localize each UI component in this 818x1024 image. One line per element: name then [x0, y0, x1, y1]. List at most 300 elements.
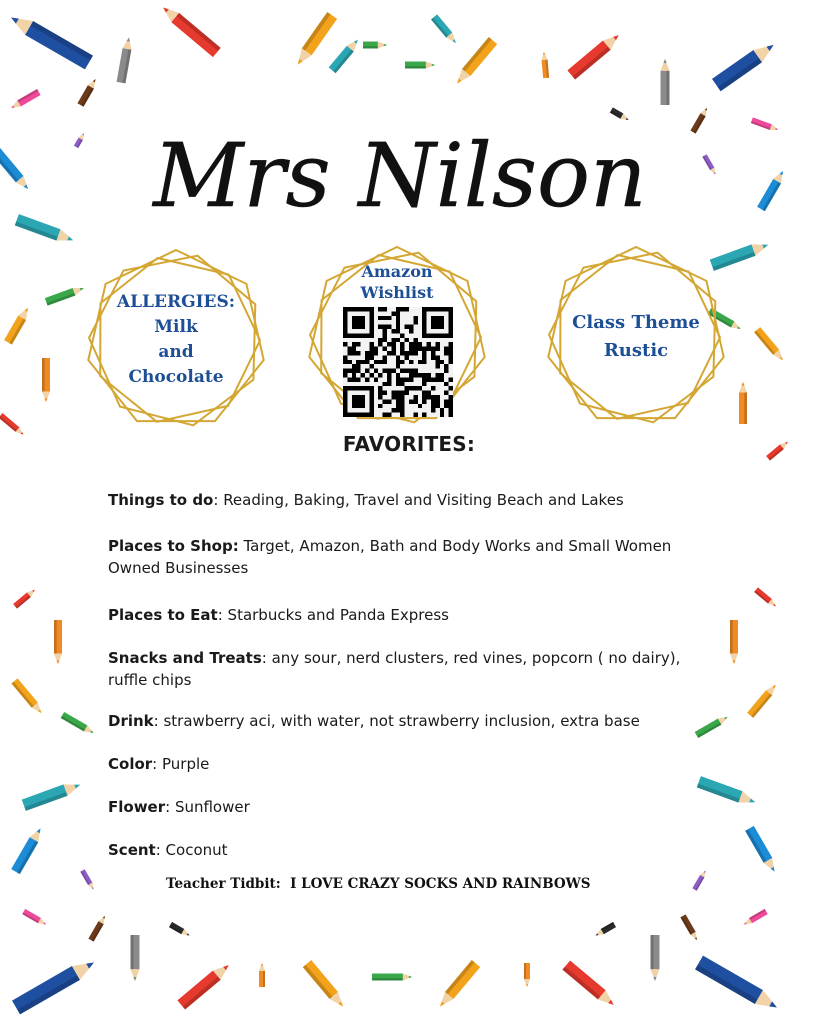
qr-module — [440, 413, 444, 417]
qr-module — [409, 360, 413, 364]
pencil — [22, 909, 48, 927]
tidbit-label: Teacher Tidbit: — [166, 876, 281, 892]
qr-module — [343, 369, 347, 373]
qr-module — [396, 377, 400, 381]
qr-module — [396, 338, 400, 342]
qr-module — [352, 364, 356, 368]
favorite-label: Places to Eat — [108, 606, 218, 624]
qr-module — [378, 386, 382, 390]
qr-module — [435, 399, 439, 403]
qr-module — [374, 377, 378, 381]
pencil — [363, 42, 387, 49]
qr-module — [378, 360, 382, 364]
qr-code-icon[interactable] — [343, 307, 453, 417]
qr-module — [378, 342, 382, 346]
pencil — [13, 587, 37, 608]
qr-module — [396, 307, 400, 311]
favorite-label: Drink — [108, 712, 154, 730]
qr-module — [356, 351, 360, 355]
qr-module — [449, 347, 453, 351]
qr-module — [431, 355, 435, 359]
qr-module — [405, 355, 409, 359]
qr-module — [431, 395, 435, 399]
qr-module — [409, 373, 413, 377]
pencil — [453, 37, 497, 87]
qr-module — [378, 316, 382, 320]
qr-module — [427, 377, 431, 381]
pencil — [42, 358, 50, 402]
qr-module — [396, 320, 400, 324]
favorite-value: Starbucks and Panda Express — [227, 606, 449, 624]
favorite-label: Snacks and Treats — [108, 649, 262, 667]
qr-module — [400, 399, 404, 403]
qr-module — [418, 342, 422, 346]
tidbit-value: I LOVE CRAZY SOCKS AND RAINBOWS — [290, 876, 591, 892]
favorites-heading: FAVORITES: — [342, 432, 476, 456]
qr-module — [352, 395, 365, 408]
qr-module — [387, 377, 391, 381]
pencil — [293, 12, 337, 68]
qr-module — [400, 413, 404, 417]
qr-module — [361, 373, 365, 377]
qr-module — [387, 342, 391, 346]
qr-module — [435, 342, 439, 346]
qr-module — [431, 408, 435, 412]
qr-module — [444, 391, 448, 395]
qr-module — [352, 377, 356, 381]
qr-module — [413, 413, 417, 417]
teacher-name-text: Mrs Nilson — [153, 124, 647, 227]
pencil — [7, 11, 93, 70]
pencil — [61, 712, 96, 736]
favorite-label: Color — [108, 755, 153, 773]
qr-module — [396, 391, 400, 395]
qr-module — [347, 347, 351, 351]
pencil — [9, 89, 40, 111]
qr-module — [383, 360, 387, 364]
pencil — [405, 62, 435, 69]
pencil — [88, 914, 107, 941]
qr-module — [400, 351, 404, 355]
qr-module — [422, 391, 426, 395]
qr-module — [365, 369, 369, 373]
qr-module — [347, 369, 351, 373]
qr-module — [431, 377, 435, 381]
qr-module — [405, 307, 409, 311]
wishlist-frame — [297, 237, 497, 437]
pencil — [12, 956, 98, 1015]
favorite-item: Snacks and Treats: any sour, nerd clusters, red vines, popcorn ( no dairy), ruffle chips — [108, 649, 681, 689]
qr-module — [400, 408, 404, 412]
qr-module — [449, 408, 453, 412]
pencil — [0, 148, 32, 193]
pencil — [259, 963, 265, 987]
qr-module — [391, 391, 395, 395]
qr-module — [444, 351, 448, 355]
pencil — [754, 587, 778, 608]
pencil — [692, 869, 707, 891]
pencil — [702, 154, 717, 176]
pencil — [524, 963, 530, 987]
favorite-item: Drink: strawberry aci, with water, not strawberry inclusion, extra base — [108, 712, 640, 730]
qr-module — [400, 404, 404, 408]
qr-module — [400, 382, 404, 386]
pencil — [169, 922, 191, 938]
qr-module — [396, 395, 400, 399]
favorite-item: Things to do: Reading, Baking, Travel and Visiting Beach and Lakes — [108, 491, 624, 509]
qr-module — [405, 325, 409, 329]
qr-module — [352, 373, 356, 377]
qr-module — [365, 360, 369, 364]
teacher-name-script-title — [153, 88, 647, 248]
qr-module — [378, 373, 382, 377]
qr-module — [409, 329, 413, 333]
qr-module — [396, 404, 400, 408]
pencil — [372, 974, 412, 981]
pencil — [117, 37, 134, 84]
qr-module — [400, 377, 404, 381]
qr-module — [413, 386, 417, 390]
qr-module — [396, 399, 400, 403]
qr-module — [347, 360, 351, 364]
qr-module — [383, 413, 387, 417]
qr-module — [413, 351, 417, 355]
pencil — [77, 77, 98, 106]
qr-module — [435, 364, 439, 368]
qr-module — [387, 413, 391, 417]
qr-module — [356, 377, 360, 381]
qr-module — [343, 355, 347, 359]
pencil — [651, 935, 660, 981]
allergies-line: Chocolate — [128, 367, 224, 387]
qr-module — [369, 355, 373, 359]
pencil — [742, 909, 768, 927]
favorite-item: Scent: Coconut — [108, 841, 228, 859]
qr-module — [405, 369, 409, 373]
qr-module — [387, 369, 391, 373]
qr-module — [347, 351, 351, 355]
qr-module — [391, 329, 395, 333]
qr-module — [409, 347, 413, 351]
qr-module — [413, 320, 417, 324]
qr-module — [405, 386, 409, 390]
qr-module — [396, 329, 400, 333]
qr-module — [444, 364, 448, 368]
qr-module — [405, 351, 409, 355]
qr-module — [440, 377, 444, 381]
qr-module — [383, 355, 387, 359]
qr-module — [422, 413, 426, 417]
qr-module — [405, 377, 409, 381]
qr-module — [356, 369, 360, 373]
qr-module — [391, 347, 395, 351]
qr-module — [369, 351, 373, 355]
wishlist-title-line: Amazon — [361, 262, 433, 281]
allergies-line: and — [158, 342, 194, 362]
favorite-label: Scent — [108, 841, 156, 859]
qr-module — [391, 408, 395, 412]
pencil — [562, 960, 617, 1009]
qr-module — [352, 342, 356, 346]
qr-module — [422, 377, 426, 381]
qr-module — [409, 369, 413, 373]
pencil — [690, 106, 709, 133]
qr-module — [396, 382, 400, 386]
qr-module — [400, 369, 404, 373]
qr-module — [396, 311, 400, 315]
class-theme-frame — [536, 237, 736, 437]
qr-module — [431, 316, 444, 329]
qr-module — [387, 399, 391, 403]
qr-module — [435, 395, 439, 399]
pencil — [329, 37, 362, 73]
pencil — [15, 214, 75, 246]
pencil — [431, 14, 459, 45]
qr-module — [400, 347, 404, 351]
qr-module — [391, 338, 395, 342]
qr-module — [409, 377, 413, 381]
qr-module — [449, 342, 453, 346]
qr-module — [387, 373, 391, 377]
qr-module — [449, 404, 453, 408]
qr-module — [396, 325, 400, 329]
qr-module — [413, 347, 417, 351]
qr-module — [378, 307, 382, 311]
favorite-item: Color: Purple — [108, 755, 210, 773]
qr-module — [400, 360, 404, 364]
pencil — [567, 30, 622, 79]
qr-module — [356, 360, 360, 364]
qr-module — [427, 347, 431, 351]
qr-module — [449, 395, 453, 399]
qr-module — [431, 399, 435, 403]
qr-module — [409, 342, 413, 346]
qr-module — [378, 404, 382, 408]
favorite-value: any sour, nerd clusters, red vines, popcorn ( no dairy), ruffle chips — [108, 649, 681, 689]
qr-module — [413, 342, 417, 346]
pencil — [594, 922, 616, 938]
pencil — [436, 960, 480, 1010]
qr-module — [343, 373, 347, 377]
qr-module — [361, 360, 365, 364]
favorite-label: Things to do — [108, 491, 214, 509]
favorite-value: strawberry aci, with water, not strawberry inclusion, extra base — [163, 712, 640, 730]
qr-module — [383, 391, 387, 395]
allergies-frame — [76, 240, 276, 440]
qr-module — [378, 338, 382, 342]
favorite-value: Purple — [162, 755, 210, 773]
qr-module — [422, 360, 426, 364]
qr-module — [352, 369, 356, 373]
qr-module — [391, 395, 395, 399]
qr-module — [409, 399, 413, 403]
qr-module — [409, 386, 413, 390]
qr-module — [396, 360, 400, 364]
qr-module — [383, 329, 387, 333]
qr-module — [449, 360, 453, 364]
qr-module — [422, 395, 426, 399]
pencil — [177, 960, 232, 1009]
qr-module — [400, 342, 404, 346]
qr-module — [431, 347, 435, 351]
qr-module — [374, 351, 378, 355]
qr-module — [444, 369, 448, 373]
qr-module — [400, 391, 404, 395]
pencil — [303, 960, 347, 1010]
pencil — [754, 327, 786, 363]
qr-module — [427, 395, 431, 399]
qr-module — [396, 316, 400, 320]
pencil — [74, 132, 86, 148]
qr-module — [369, 342, 373, 346]
pencil — [11, 826, 45, 874]
allergies-heading: ALLERGIES: — [116, 292, 236, 312]
qr-module — [347, 377, 351, 381]
pencil — [541, 52, 549, 78]
qr-module — [435, 360, 439, 364]
qr-module — [369, 364, 373, 368]
qr-module — [440, 360, 444, 364]
qr-module — [343, 342, 347, 346]
favorite-item: Places to Eat: Starbucks and Panda Express — [108, 606, 449, 624]
qr-module — [352, 347, 356, 351]
qr-module — [418, 373, 422, 377]
pencil — [80, 869, 95, 891]
qr-module — [413, 338, 417, 342]
qr-module — [449, 351, 453, 355]
qr-module — [383, 347, 387, 351]
pencil — [131, 935, 140, 981]
qr-module — [405, 391, 409, 395]
qr-module — [365, 377, 369, 381]
qr-module — [396, 408, 400, 412]
qr-module — [383, 333, 387, 337]
qr-module — [383, 399, 387, 403]
qr-module — [435, 404, 439, 408]
qr-module — [435, 373, 439, 377]
qr-module — [378, 325, 382, 329]
qr-module — [422, 399, 426, 403]
qr-module — [365, 355, 369, 359]
qr-module — [422, 351, 426, 355]
qr-module — [418, 386, 422, 390]
pencil — [610, 107, 630, 122]
qr-module — [378, 395, 382, 399]
class-theme-heading: Class Theme — [572, 312, 700, 333]
qr-module — [413, 399, 417, 403]
qr-module — [391, 342, 395, 346]
qr-module — [378, 391, 382, 395]
wishlist-title-line: Wishlist — [360, 283, 434, 302]
allergies-line: Milk — [154, 317, 198, 337]
qr-module — [383, 316, 387, 320]
pencil — [661, 59, 670, 105]
qr-module — [369, 347, 373, 351]
qr-module — [444, 382, 448, 386]
qr-module — [449, 377, 453, 381]
favorite-value: Coconut — [165, 841, 228, 859]
qr-module — [383, 338, 387, 342]
qr-module — [422, 382, 426, 386]
pencil — [4, 305, 32, 344]
class-theme-value: Rustic — [603, 340, 669, 361]
pencil — [757, 169, 787, 212]
pencil — [730, 620, 738, 664]
qr-module — [387, 382, 391, 386]
qr-module — [444, 404, 448, 408]
qr-module — [374, 360, 378, 364]
qr-module — [352, 316, 365, 329]
pencil — [680, 914, 699, 941]
qr-module — [369, 373, 373, 377]
qr-module — [427, 391, 431, 395]
teacher-tidbit — [166, 876, 591, 892]
qr-module — [405, 338, 409, 342]
pencil — [739, 382, 747, 424]
qr-module — [352, 351, 356, 355]
favorite-item: Flower: Sunflower — [108, 798, 250, 816]
qr-module — [427, 342, 431, 346]
qr-module — [413, 369, 417, 373]
qr-module — [418, 404, 422, 408]
favorite-value: Target, Amazon, Bath and Body Works and Small Women Owned Businesses — [108, 537, 672, 577]
qr-module — [413, 316, 417, 320]
qr-module — [431, 386, 435, 390]
pencil — [751, 117, 779, 132]
qr-module — [431, 351, 435, 355]
qr-module — [343, 360, 347, 364]
qr-module — [435, 347, 439, 351]
qr-module — [365, 351, 369, 355]
qr-module — [427, 373, 431, 377]
favorite-value: Sunflower — [174, 798, 250, 816]
qr-module — [400, 307, 404, 311]
favorite-value: Reading, Baking, Travel and Visiting Beach and Lakes — [223, 491, 624, 509]
qr-module — [413, 373, 417, 377]
qr-module — [435, 355, 439, 359]
qr-module — [356, 364, 360, 368]
qr-module — [435, 377, 439, 381]
qr-module — [396, 355, 400, 359]
qr-module — [396, 364, 400, 368]
favorite-item — [108, 535, 708, 579]
qr-module — [387, 325, 391, 329]
qr-module — [391, 311, 395, 315]
qr-module — [413, 395, 417, 399]
qr-module — [418, 347, 422, 351]
pencil — [54, 620, 62, 664]
qr-module — [444, 347, 448, 351]
qr-module — [391, 351, 395, 355]
qr-module — [396, 373, 400, 377]
qr-module — [444, 399, 448, 403]
qr-module — [440, 373, 444, 377]
qr-module — [387, 351, 391, 355]
pencil — [747, 682, 779, 718]
qr-module — [422, 373, 426, 377]
qr-module — [409, 325, 413, 329]
favorite-label: Flower — [108, 798, 166, 816]
qr-module — [383, 307, 387, 311]
pencil — [11, 678, 44, 715]
qr-module — [449, 386, 453, 390]
qr-module — [387, 316, 391, 320]
qr-module — [449, 355, 453, 359]
qr-module — [422, 347, 426, 351]
qr-module — [374, 347, 378, 351]
qr-module — [383, 369, 387, 373]
qr-module — [356, 342, 360, 346]
